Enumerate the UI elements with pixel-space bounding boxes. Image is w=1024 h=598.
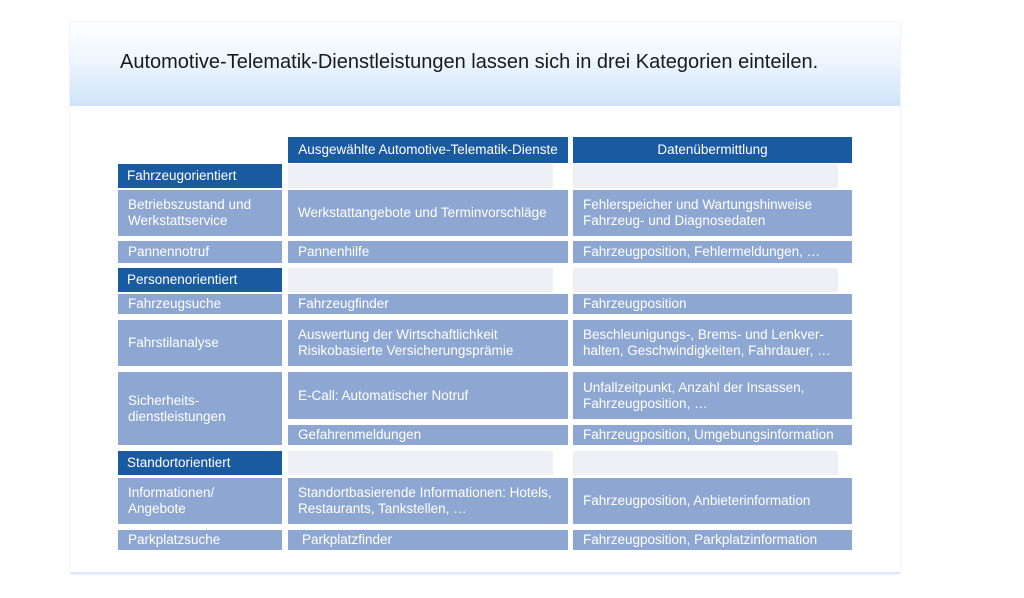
- service-cell: Standortbasierende Informationen: Hotels, Restaurants, Tankstellen, …: [288, 478, 568, 524]
- bottom-divider: [70, 572, 900, 574]
- column-header-services: Ausgewählte Automotive-Telematik-Dienste: [288, 137, 568, 163]
- service-cell: E-Call: Automatischer Notruf: [288, 372, 568, 419]
- service-cell: Werkstattangebote und Terminvorschläge: [288, 190, 568, 236]
- row-label: Sicherheits-dienstleistungen: [118, 372, 282, 445]
- column-header-data: Datenübermittlung: [573, 137, 852, 163]
- empty-cell: [573, 451, 838, 475]
- data-cell: Fahrzeugposition, Anbieterinformation: [573, 478, 852, 524]
- service-cell: Auswertung der Wirtschaftlichkeit Risikobasierte Versicherungsprämie: [288, 320, 568, 366]
- data-cell: Fahrzeugposition, Parkplatzinformation: [573, 530, 852, 550]
- title-band: [70, 22, 900, 106]
- service-cell: Parkplatzfinder: [288, 530, 568, 550]
- data-cell: Fahrzeugposition, Fehlermeldungen, …: [573, 241, 852, 263]
- empty-cell: [288, 268, 553, 292]
- row-label: Pannennotruf: [118, 241, 282, 263]
- data-cell: Fahrzeugposition, Umgebungsinformation: [573, 425, 852, 445]
- empty-cell: [573, 268, 838, 292]
- empty-cell: [288, 451, 553, 475]
- service-cell: Gefahrenmeldungen: [288, 425, 568, 445]
- row-label: Informationen/ Angebote: [118, 478, 282, 524]
- data-cell: Unfallzeitpunkt, Anzahl der Insassen, Fahrzeugposition, …: [573, 372, 852, 419]
- data-cell: Fehlerspeicher und Wartungshinweise Fahrzeug- und Diagnosedaten: [573, 190, 852, 236]
- data-cell: Fahrzeugposition: [573, 294, 852, 314]
- row-label: Fahrzeugsuche: [118, 294, 282, 314]
- row-label: Fahrstilanalyse: [118, 320, 282, 366]
- service-cell: Pannenhilfe: [288, 241, 568, 263]
- row-label: Parkplatzsuche: [118, 530, 282, 550]
- slide-title: Automotive-Telematik-Dienstleistungen lassen sich in drei Kategorien einteilen.: [120, 51, 819, 73]
- empty-cell: [573, 164, 838, 188]
- row-label: Betriebszustand und Werkstattservice: [118, 190, 282, 236]
- category-standortorientiert: Standortorientiert: [118, 451, 282, 475]
- service-cell: Fahrzeugfinder: [288, 294, 568, 314]
- data-cell: Beschleunigungs-, Brems- und Lenkver-halten, Geschwindigkeiten, Fahrdauer, …: [573, 320, 852, 366]
- empty-cell: [288, 164, 553, 188]
- category-personenorientiert: Personenorientiert: [118, 268, 282, 292]
- category-fahrzeugorientiert: Fahrzeugorientiert: [118, 164, 282, 188]
